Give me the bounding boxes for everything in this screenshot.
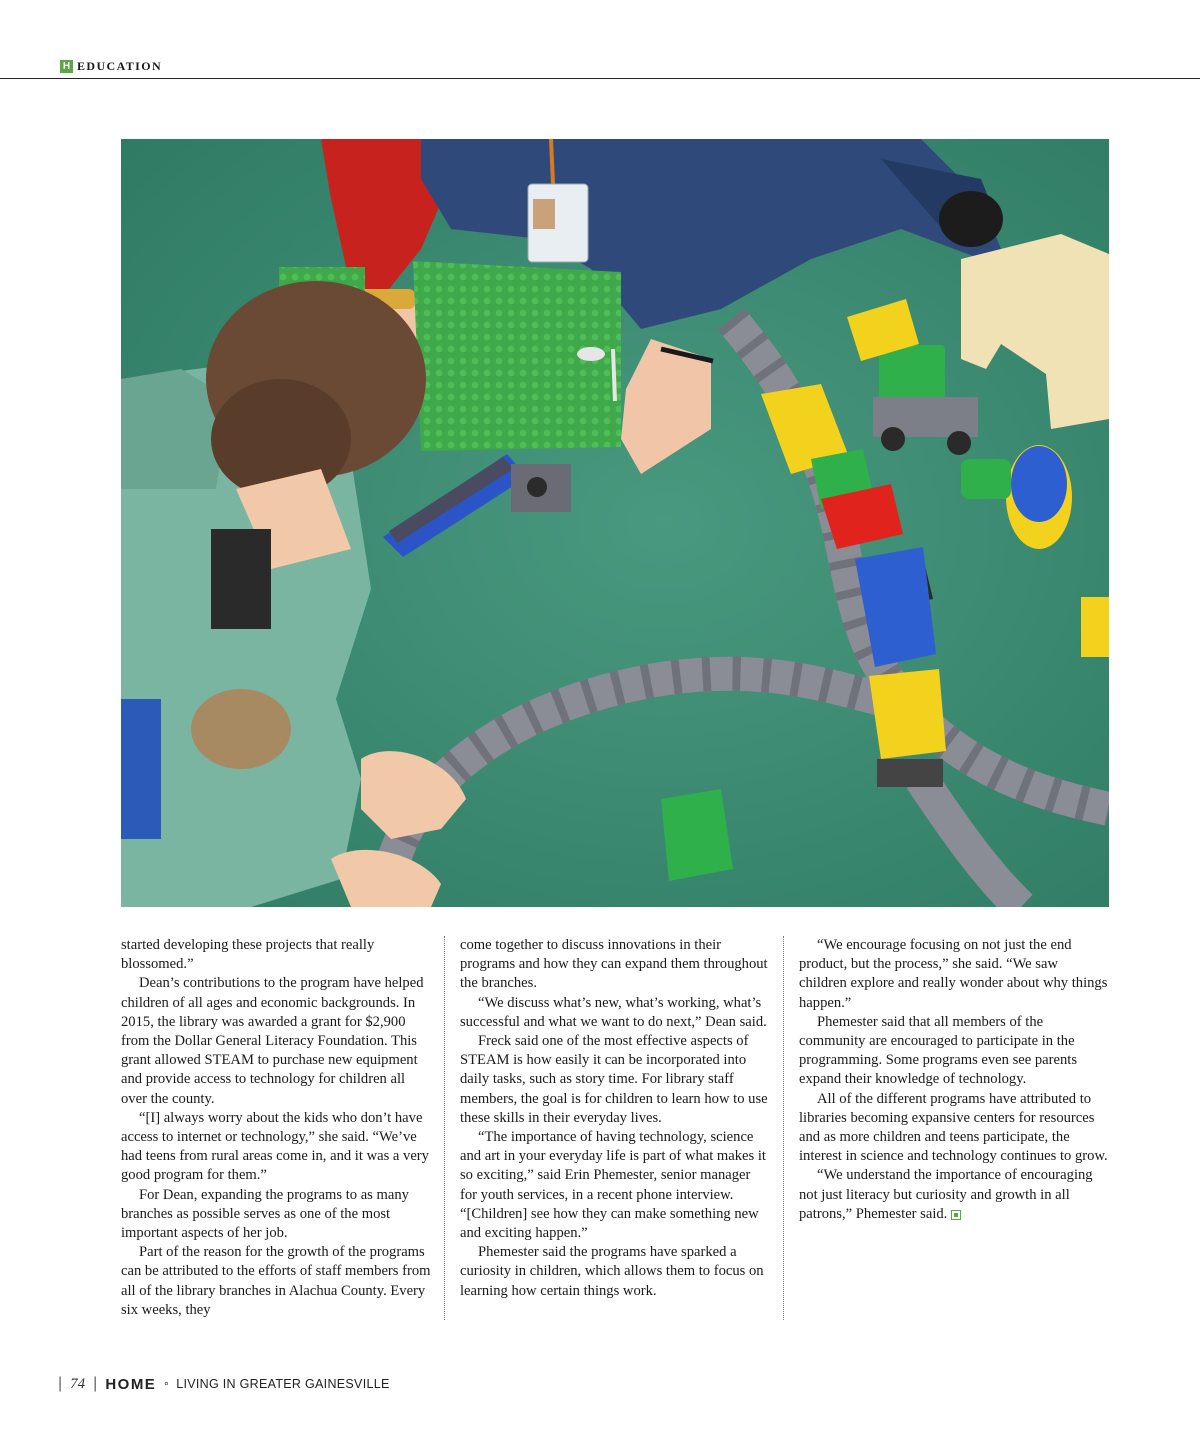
- paragraph: All of the different programs have attributed to libraries becoming expansive centers for resources and as more children and teens participate, the interest in science and technology continues to grow.: [799, 1090, 1108, 1165]
- paragraph: Phemester said the programs have sparked a curiosity in children, which allows them to focus on learning how certain things work.: [460, 1244, 764, 1299]
- feature-photo: [121, 139, 1109, 907]
- photo-illustration: [121, 139, 1109, 907]
- footer-bar-left: |: [58, 1375, 63, 1392]
- paragraph: come together to discuss innovations in their programs and how they can expand them throughout the branches.: [460, 937, 768, 992]
- paragraph: Phemester said that all members of the community are encouraged to participate in the programming. Some programs even see parents expand their knowledge of technology.: [799, 1013, 1078, 1088]
- page-footer: [58, 1375, 390, 1393]
- paragraph: “The importance of having technology, science and art in your everyday life is part of what makes it so exciting,” said Erin Phemester, senior manager for youth services, in a recent phone interview. “[Children] see how they can make something new and exciting happen.”: [460, 1129, 766, 1242]
- article-column-1: [121, 936, 431, 1320]
- paragraph: Freck said one of the most effective aspects of STEAM is how easily it can be incorporated into daily tasks, such as story time. For library staff members, the goal is for children to learn how to use these skills in their everyday lives.: [460, 1033, 768, 1126]
- page-number: 74: [70, 1375, 86, 1392]
- footer-separator-icon: ¤: [164, 1380, 169, 1388]
- article-column-2: [460, 936, 770, 1320]
- paragraph: “[I] always worry about the kids who don’t have access to internet or technology,” she said. “We’ve had teens from rural areas come in, and it was a very good program for them.”: [121, 1109, 429, 1184]
- magazine-brand: HOME: [105, 1375, 157, 1393]
- home-logo-badge: H: [60, 60, 73, 73]
- section-label: EDUCATION: [77, 59, 163, 73]
- paragraph: Part of the reason for the growth of the programs can be attributed to the efforts of staff members from all of the library branches in Alachua County. Every six weeks, they: [121, 1244, 431, 1318]
- paragraph: Dean’s contributions to the program have helped children of all ages and economic backgrounds. In 2015, the library was awarded a grant for $2,900 from the Dollar General Literacy Foundation. This grant allowed STEAM to purchase new equipment and provide access to technology for children all over the county.: [121, 975, 424, 1107]
- footer-bar-right: |: [93, 1375, 98, 1392]
- paragraph: For Dean, expanding the programs to as many branches as possible serves as one of the most important aspects of her job.: [121, 1186, 409, 1242]
- paragraph: started developing these projects that really blossomed.”: [121, 937, 375, 973]
- paragraph: [799, 1166, 1109, 1224]
- magazine-tagline: LIVING IN GREATER GAINESVILLE: [176, 1377, 390, 1391]
- article-column-3: [799, 936, 1109, 1320]
- closing-paragraph-text: “We understand the importance of encouraging not just literacy but curiosity and growth in all patrons,” Phemester said.: [799, 1167, 1093, 1222]
- section-header: [60, 59, 162, 74]
- paragraph: “We discuss what’s new, what’s working, what’s successful and what we want to do next,” Dean said.: [460, 994, 767, 1030]
- column-divider: [783, 936, 784, 1320]
- end-of-article-icon: [951, 1210, 961, 1220]
- header-rule: [0, 78, 1200, 79]
- article-body: [121, 936, 1109, 1322]
- paragraph: “We encourage focusing on not just the end product, but the process,” she said. “We saw children explore and really wonder about why things happen.”: [799, 937, 1108, 1011]
- column-divider: [444, 936, 445, 1320]
